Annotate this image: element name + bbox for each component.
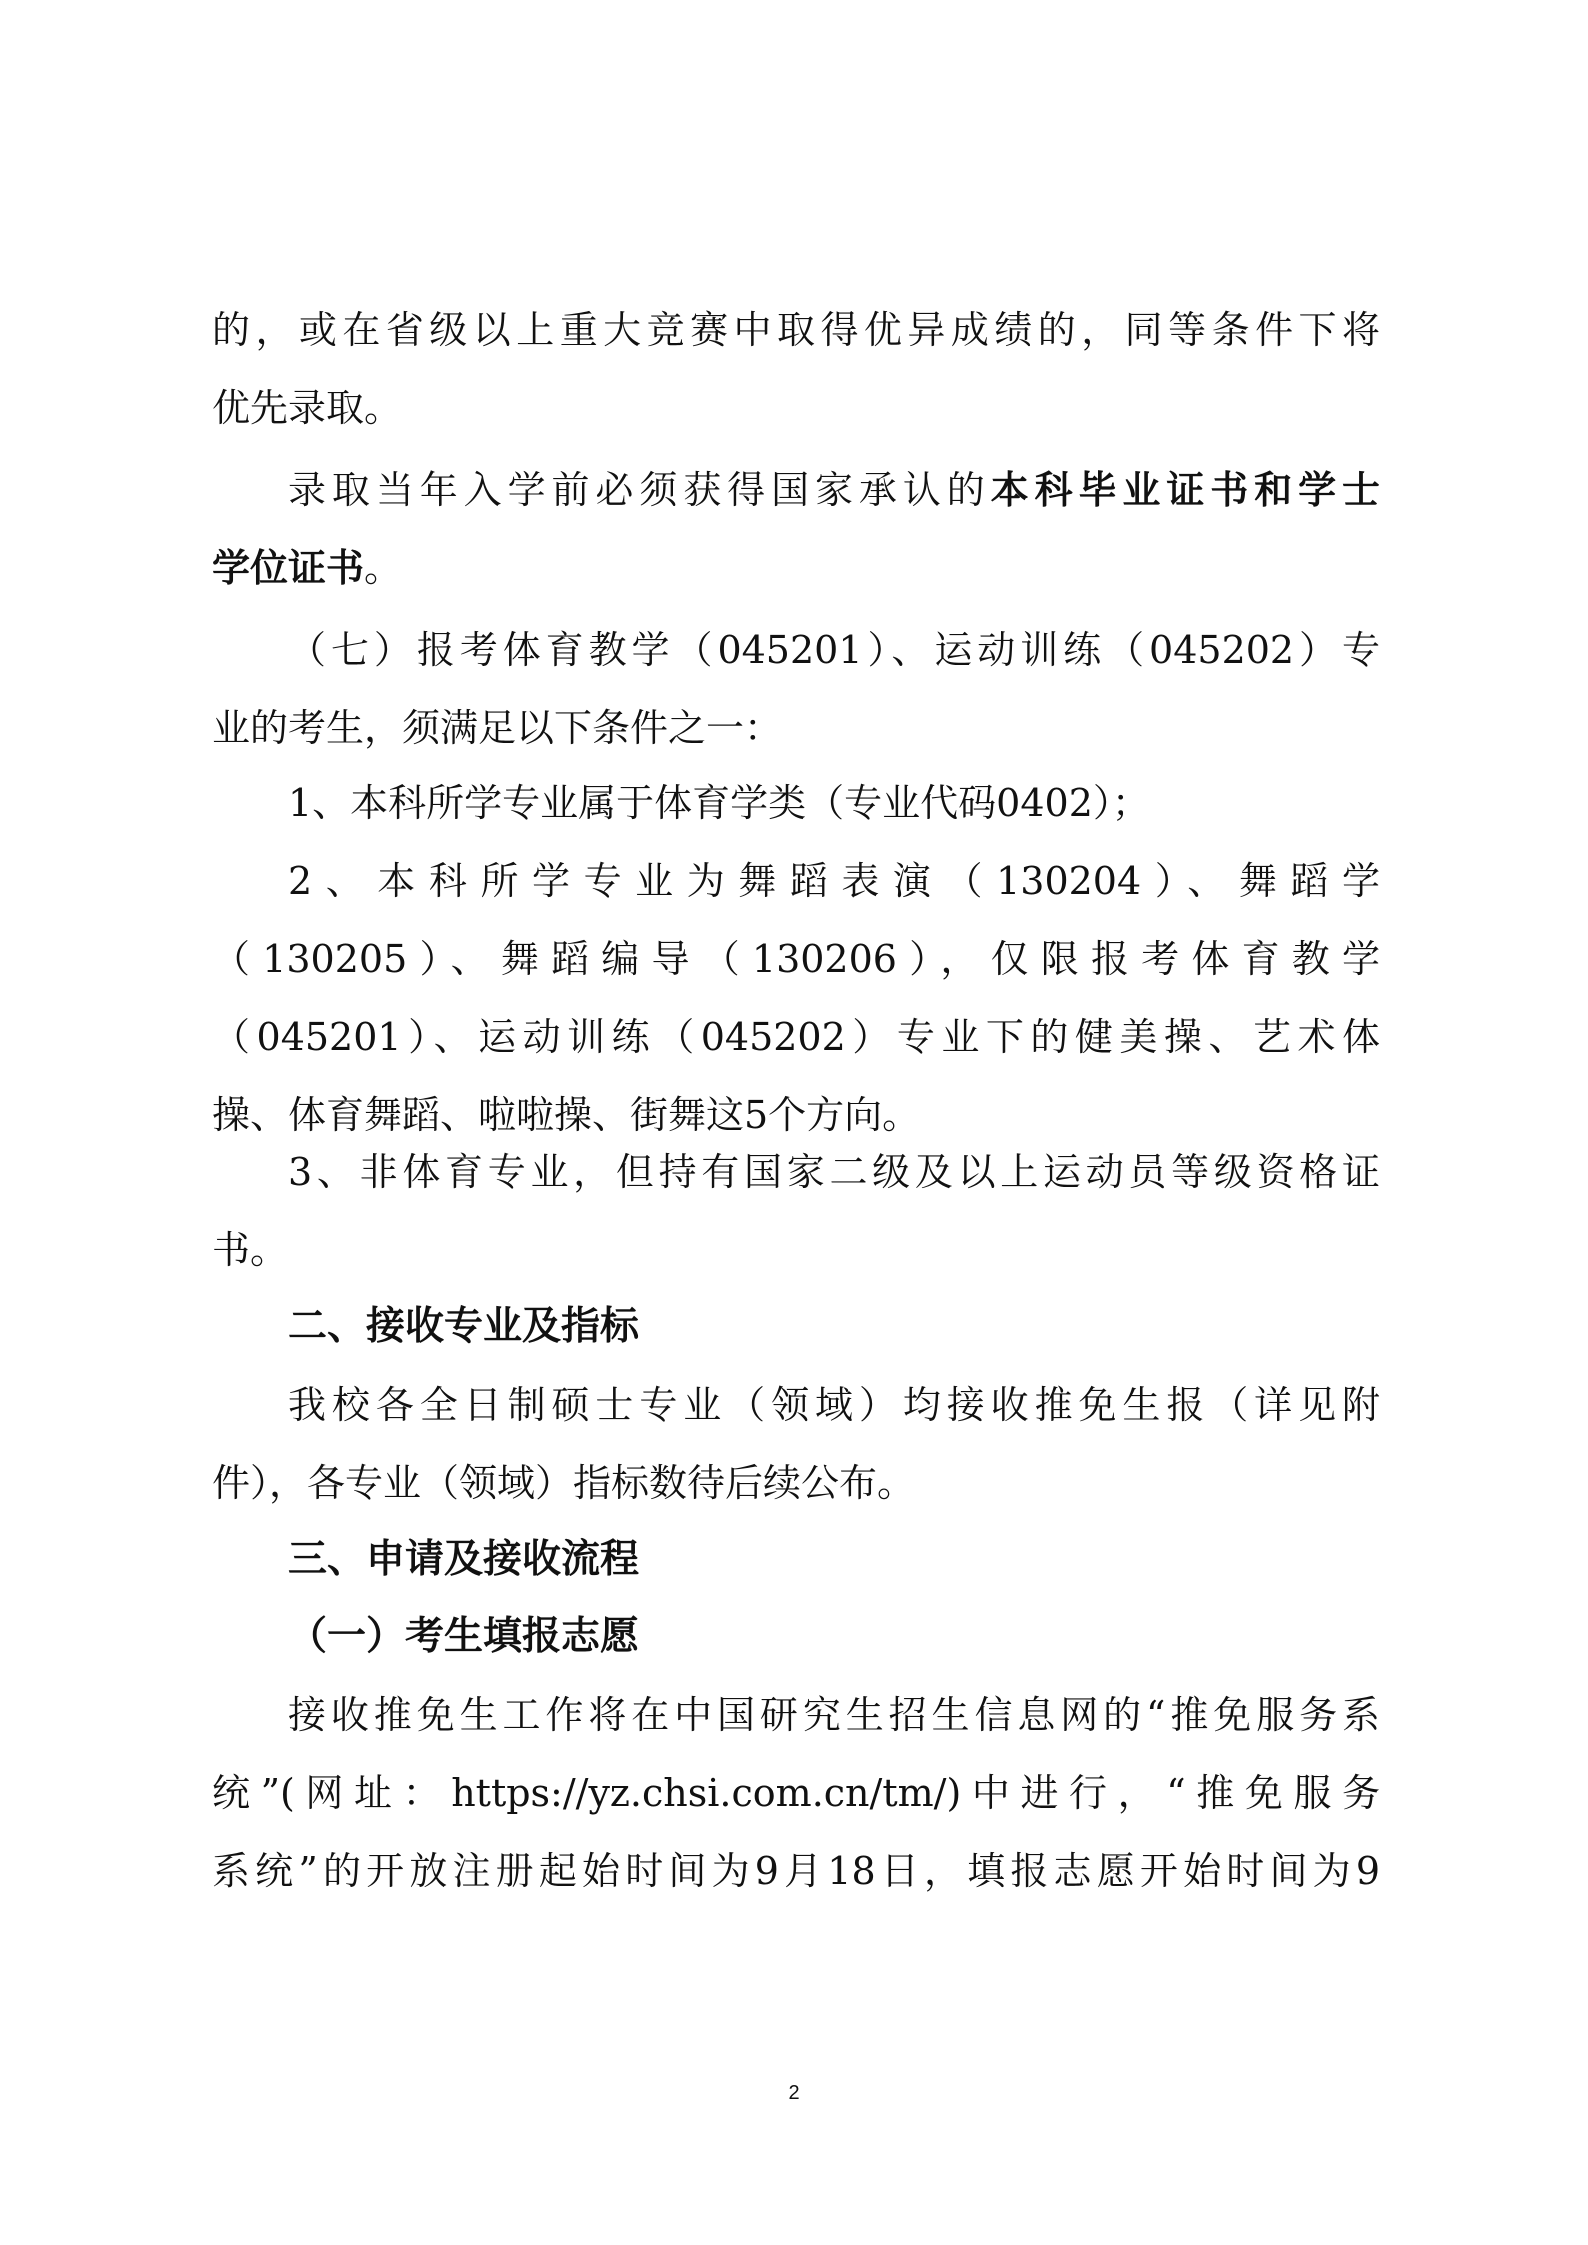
text-line: 书。 <box>212 1228 289 1272</box>
paragraph-priority-admission <box>212 291 1380 447</box>
section-heading-process: 三、申请及接收流程 <box>288 1537 640 1582</box>
text-line: 优先录取。 <box>212 386 403 430</box>
subsection-heading-application: （一）考生填报志愿 <box>288 1614 640 1659</box>
page-number: 2 <box>788 2082 800 2104</box>
paragraph-degree-requirement <box>212 451 1380 607</box>
text-line: 系统”的开放注册起始时间为9月18日，填报志愿开始时间为9 <box>212 1849 1380 1893</box>
paragraph-application-system <box>212 1676 1380 1910</box>
paragraph-condition-3 <box>212 1133 1380 1289</box>
paragraph-condition-1 <box>212 764 1380 842</box>
text-bold: 学位证书 <box>212 546 365 590</box>
paragraph-sports-majors <box>212 611 1380 767</box>
section-heading-majors: 二、接收专业及指标 <box>288 1304 640 1349</box>
text-normal: 录取当年入学前必须获得国家承认的 <box>288 468 991 512</box>
text-bold: 本科毕业证书和学士 <box>990 468 1380 512</box>
text-line <box>212 529 1380 607</box>
text-line: 我校各全日制硕士专业（领域）均接收推免生报（详见附 <box>288 1383 1380 1427</box>
text-line: 业的考生，须满足以下条件之一： <box>212 706 783 750</box>
paragraph-condition-2 <box>212 842 1380 1154</box>
text-line: 的，或在省级以上重大竞赛中取得优异成绩的，同等条件下将 <box>212 308 1380 352</box>
text-line: 2、本科所学专业为舞蹈表演（130204）、舞蹈学 <box>288 859 1380 903</box>
text-line: 统”(网址：https://yz.chsi.com.cn/tm/)中进行，“推免服务 <box>212 1771 1380 1815</box>
text-normal: 。 <box>364 546 403 590</box>
text-line: 操、体育舞蹈、啦啦操、街舞这5个方向。 <box>212 1093 921 1137</box>
text-line: 件），各专业（领域）指标数待后续公布。 <box>212 1461 916 1505</box>
text-line: （七）报考体育教学（045201）、运动训练（045202）专 <box>288 628 1380 672</box>
text-line: 3、非体育专业，但持有国家二级及以上运动员等级资格证 <box>288 1150 1380 1194</box>
text-line: 接收推免生工作将在中国研究生招生信息网的“推免服务系 <box>288 1693 1380 1737</box>
text-line: 1、本科所学专业属于体育学类（专业代码0402）； <box>288 781 1150 825</box>
text-line <box>212 451 1380 529</box>
paragraph-majors-quota <box>212 1366 1380 1522</box>
text-line: （045201）、运动训练（045202）专业下的健美操、艺术体 <box>212 1015 1380 1059</box>
text-line: （130205）、舞蹈编导（130206），仅限报考体育教学 <box>212 937 1380 981</box>
